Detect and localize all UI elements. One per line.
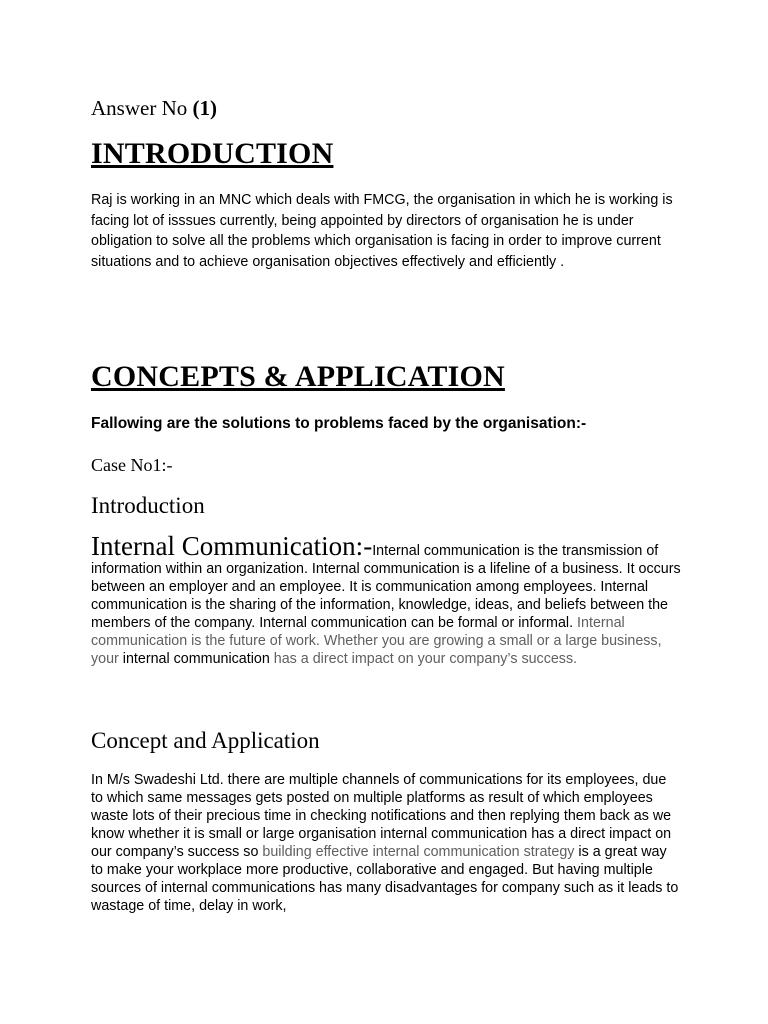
internal-communication-gray-text-2: has a direct impact on your company’s success. xyxy=(269,651,578,667)
answer-number: (1) xyxy=(192,96,217,120)
case-label: Case No1:- xyxy=(91,455,173,475)
introduction-subheading: Introduction xyxy=(91,493,205,518)
application-gray-text: building effective internal communication strategy xyxy=(258,844,575,860)
introduction-paragraph: Raj is working in an MNC which deals with FMCG, the organisation in which he is working is facing lot of isssues currently, being appointed by directors of organisation he is under obligation to solve all the problems which organisation is facing in order to improve current situations and to achieve organisation objectives effectively and efficiently . xyxy=(91,192,673,270)
internal-communication-text: Internal communication is the transmission of information within an organization. Internal communication is a lifeline of a business. It occurs between an employer and an employee. It is communication among employees. Internal communication is the sharing of the information, knowledge, ideas, and beliefs between the members of the company. Internal communication can be formal or informal. xyxy=(91,543,681,631)
application-text: In M/s Swadeshi Ltd. there are multiple channels of communications for its employees, due to which same messages gets posted on multiple platforms as result of which employees waste lots of their precious time in checking notifications and then replying them back as we know whether it is small or large organisation internal communication has a direct impact on our company’s success so xyxy=(91,772,672,860)
answer-number-label xyxy=(91,96,217,121)
application-text-2: is a great way to make your workplace more productive, collaborative and engaged. But having multiple sources of internal communications has many disadvantages for company such as it leads to wastage of time, delay in work, xyxy=(91,844,679,914)
internal-communication-term: internal communication xyxy=(122,651,270,667)
introduction-heading: INTRODUCTION xyxy=(91,137,334,170)
answer-label: Answer No xyxy=(91,96,193,120)
internal-communication-paragraph xyxy=(91,531,681,668)
concepts-heading: CONCEPTS & APPLICATION xyxy=(91,360,505,393)
solutions-lead-text: Fallowing are the solutions to problems faced by the organisation:- xyxy=(91,415,587,432)
internal-communication-gray-text: Internal communication is the future of work. Whether you are growing a small or a large business, your xyxy=(91,615,662,667)
concept-application-subheading: Concept and Application xyxy=(91,728,320,753)
internal-communication-title: Internal Communication:- xyxy=(91,531,373,561)
application-paragraph xyxy=(91,771,681,915)
